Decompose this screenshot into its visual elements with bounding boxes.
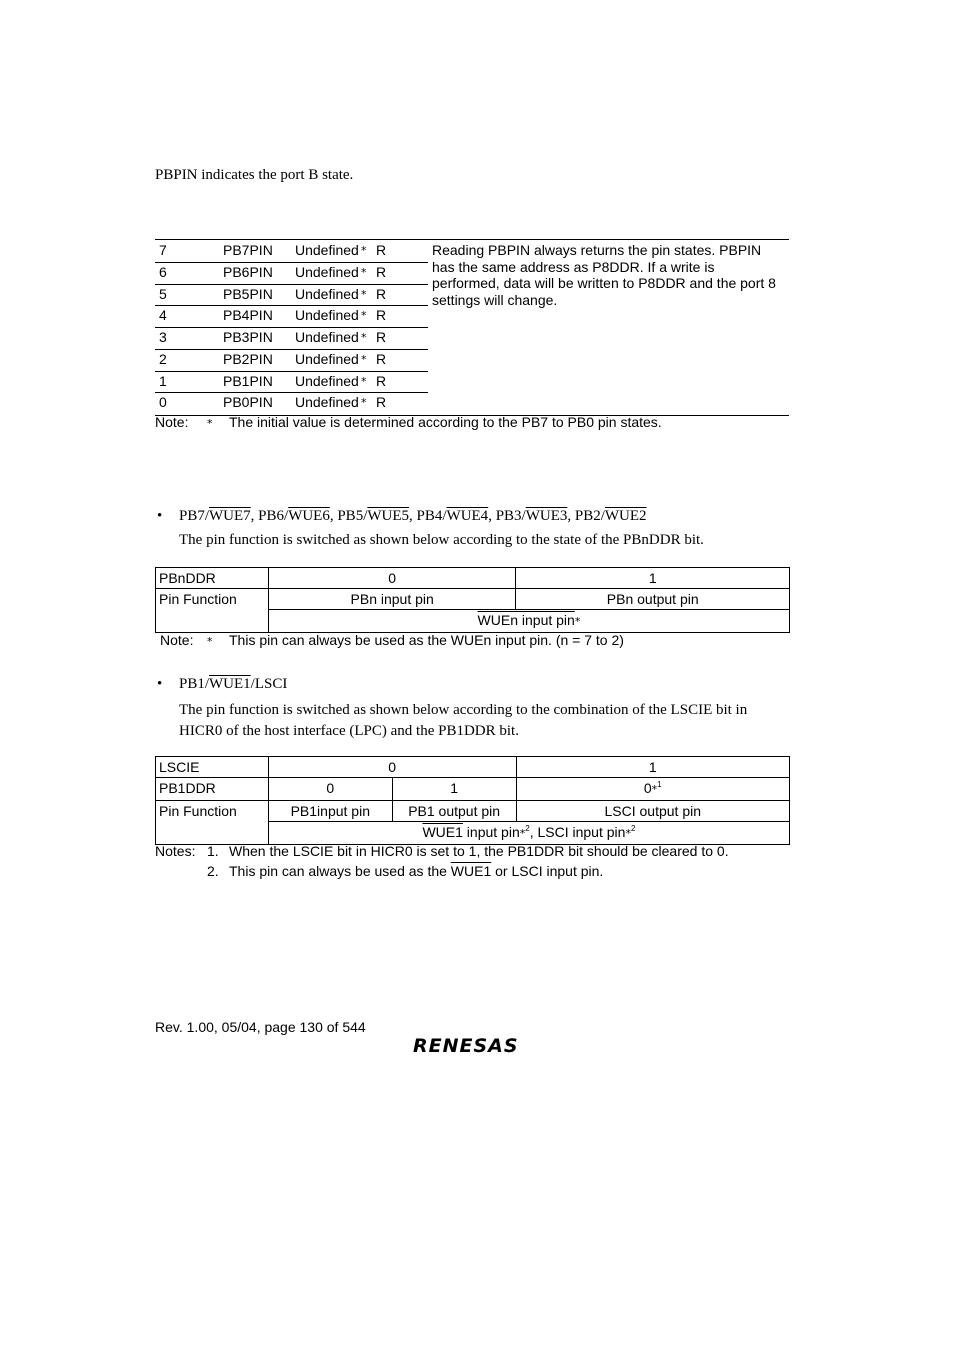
pbnddr-header: PBnDDR: [156, 568, 269, 589]
note-label: Note:: [155, 414, 189, 430]
read-write: R: [376, 394, 387, 411]
initial-value: Undefined: [295, 242, 359, 258]
bit-name: PB5PIN: [223, 285, 273, 302]
section2-bullet: •: [157, 676, 163, 692]
initial-value: Undefined: [295, 372, 359, 389]
bit-number: 7: [159, 242, 167, 258]
bit-number: 4: [159, 307, 167, 324]
lsci-output-pin: LSCI output pin: [516, 801, 789, 822]
register-row: [155, 392, 428, 414]
section2-description: The pin function is switched as shown below according to the combination of the LSCIE bit in HICR0 of the host interface (LPC) and the PB1DDR bit.: [179, 702, 748, 739]
pb1ddr-header: PB1DDR: [156, 778, 269, 801]
register-row: [155, 349, 428, 371]
initial-value: Undefined: [295, 350, 359, 367]
renesas-logo: RENESAS: [413, 1035, 519, 1057]
register-row: [155, 284, 428, 306]
pb1ddr-value-1: 1: [392, 778, 516, 801]
note2-number: 2.: [207, 863, 219, 879]
note-text: The initial value is determined according to the PB7 to PB0 pin states.: [229, 414, 662, 430]
wuen-input-pin: WUEn input pin*: [268, 610, 789, 633]
bit-name: PB1PIN: [223, 372, 273, 389]
register-table: [155, 239, 789, 416]
section2-notes: [155, 843, 729, 859]
section1-description: The pin function is switched as shown below according to the state of the PBnDDR bit.: [179, 532, 704, 548]
initial-asterisk: *: [361, 287, 367, 301]
initial-value: Undefined: [295, 329, 359, 345]
register-row: [155, 305, 428, 327]
section1-note: [160, 632, 624, 648]
initial-asterisk: *: [361, 309, 367, 323]
read-write: R: [376, 263, 387, 280]
bit-name: PB3PIN: [223, 329, 273, 345]
initial-value: Undefined: [295, 394, 359, 411]
bit-number: 6: [159, 263, 167, 280]
register-description: Reading PBPIN always returns the pin states. PBPIN has the same address as P8DDR. If a write is performed, data will be written to P8DDR and the port 8 settings will change.: [432, 242, 776, 308]
register-row: [155, 371, 428, 393]
pb1-output-pin: PB1 output pin: [392, 801, 516, 822]
wue1-lsci-input-pin: WUE1 input pin*$^2$, LSCI input pin*$^2$: [268, 822, 789, 845]
pbn-output-pin: PBn output pin: [516, 589, 790, 610]
pb1ddr-value-2: 0*$^1$: [516, 778, 789, 801]
bit-name: PB4PIN: [223, 307, 273, 324]
register-row: [155, 262, 428, 284]
initial-asterisk: *: [361, 331, 367, 344]
read-write: R: [376, 329, 387, 345]
pbnddr-table: [155, 567, 790, 633]
pbn-input-pin: PBn input pin: [268, 589, 516, 610]
bit-number: 5: [159, 285, 167, 302]
bit-number: 1: [159, 372, 167, 389]
initial-asterisk: *: [361, 396, 367, 410]
section1-bullet: •: [157, 508, 163, 524]
register-row: [155, 240, 428, 262]
initial-value: Undefined: [295, 285, 359, 302]
bit-name: PB0PIN: [223, 394, 273, 411]
note-label: Note:: [160, 632, 194, 648]
initial-asterisk: *: [361, 244, 367, 257]
read-write: R: [376, 285, 387, 302]
note2-text: This pin can always be used as the WUE1 or LSCI input pin.: [229, 863, 604, 879]
initial-value: Undefined: [295, 263, 359, 280]
notes-label: Notes:: [155, 843, 196, 859]
read-write: R: [376, 372, 387, 389]
note-mark: *: [207, 417, 213, 430]
initial-asterisk: *: [361, 265, 367, 279]
lscie-table: [155, 756, 790, 845]
register-row: [155, 327, 428, 349]
read-write: R: [376, 307, 387, 324]
register-note: [155, 414, 662, 430]
lscie-header: LSCIE: [156, 757, 269, 778]
pb1ddr-value-0: 0: [268, 778, 392, 801]
bit-name: PB2PIN: [223, 350, 273, 367]
bit-number: 0: [159, 394, 167, 411]
pin-function-label: Pin Function: [156, 801, 269, 845]
bit-number: 3: [159, 329, 167, 345]
read-write: R: [376, 350, 387, 367]
pbnddr-value-1: 1: [516, 568, 790, 589]
note-mark: *: [207, 635, 213, 648]
lscie-value-0: 0: [268, 757, 516, 778]
bit-number: 2: [159, 350, 167, 367]
bit-name: PB6PIN: [223, 263, 273, 280]
note1-text: When the LSCIE bit in HICR0 is set to 1, the PB1DDR bit should be cleared to 0.: [229, 843, 729, 859]
initial-asterisk: *: [361, 374, 367, 388]
note-text: This pin can always be used as the WUEn input pin. (n = 7 to 2): [229, 632, 624, 648]
bit-name: PB7PIN: [223, 242, 273, 258]
intro-text: PBPIN indicates the port B state.: [155, 167, 354, 183]
section2-title: PB1/WUE1/LSCI: [179, 676, 288, 692]
pb1-input-pin: PB1input pin: [268, 801, 392, 822]
note1-number: 1.: [207, 843, 219, 859]
lscie-value-1: 1: [516, 757, 789, 778]
section1-title: PB7/WUE7, PB6/WUE6, PB5/WUE5, PB4/WUE4, PB3/WUE3, PB2/WUE2: [179, 508, 647, 524]
read-write: R: [376, 242, 387, 258]
initial-asterisk: *: [361, 352, 367, 366]
initial-value: Undefined: [295, 307, 359, 324]
pin-function-label: Pin Function: [156, 589, 269, 633]
pbnddr-value-0: 0: [268, 568, 516, 589]
page-footer: Rev. 1.00, 05/04, page 130 of 544: [155, 1019, 366, 1035]
